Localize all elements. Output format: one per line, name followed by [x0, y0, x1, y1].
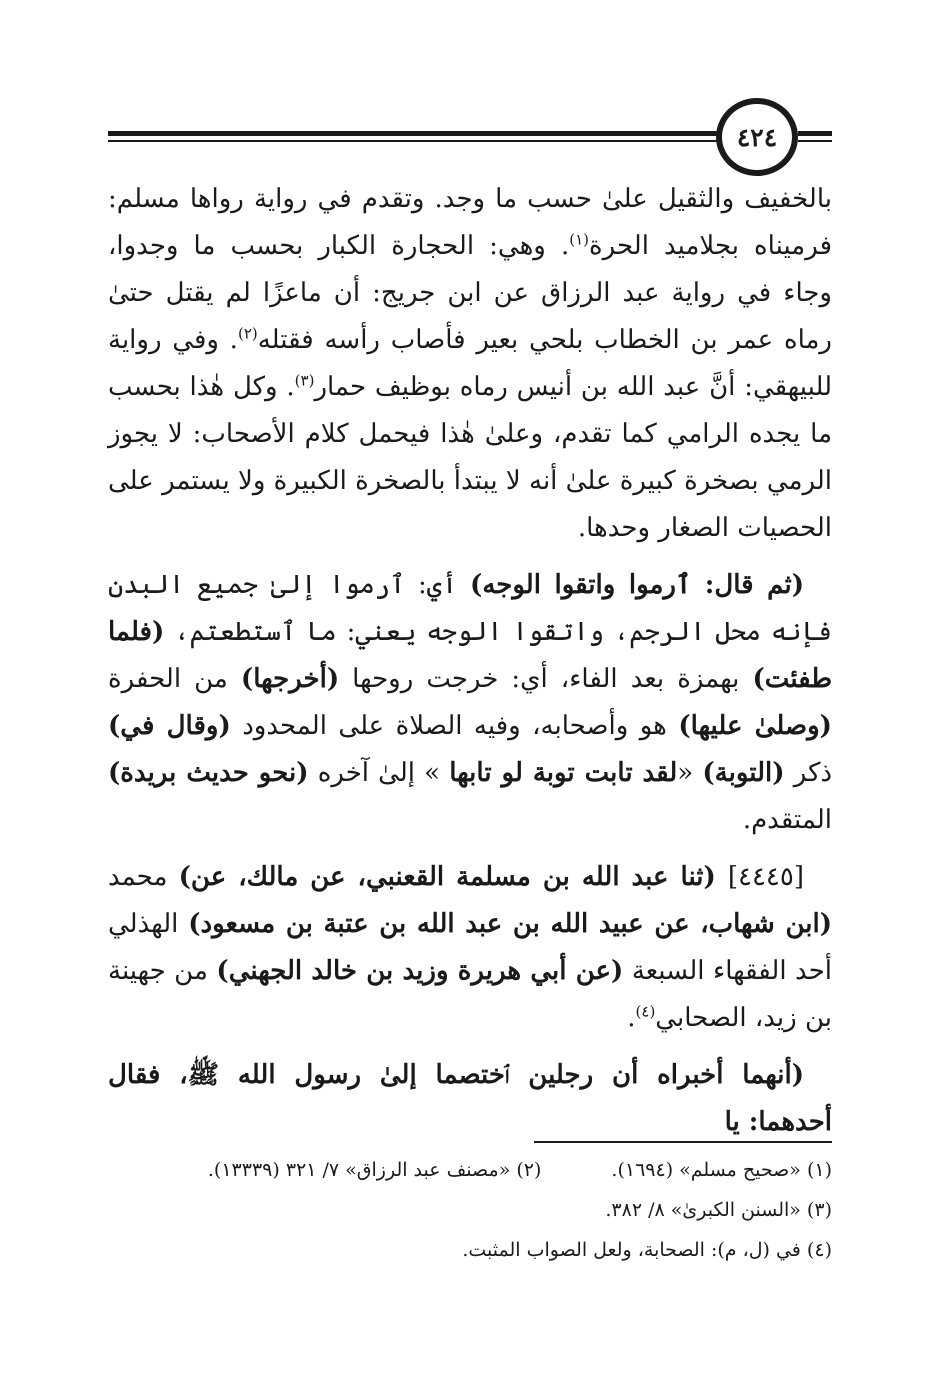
- quoted-text: (وقال في): [108, 711, 231, 741]
- quoted-text: (ابن شهاب، عن عبيد الله بن عبد الله بن عتبة بن مسعود): [188, 909, 833, 939]
- footnote-4: (٤) في (ل، م): الصحابة، ولعل الصواب المثبت.: [462, 1239, 832, 1261]
- quoted-text: (وصلىٰ عليها): [678, 711, 832, 741]
- hadith-number: [٤٤٤٥]: [727, 862, 804, 892]
- footnote-ref-3[interactable]: (٣): [294, 371, 315, 390]
- paragraph-4: [108, 1052, 832, 1146]
- quoted-text: (عن أبي هريرة وزيد بن خالد الجهني): [216, 956, 624, 986]
- text: . وهي: الحجارة الكبار بحسب ما وجدوا، وجاء في رواية عبد الرزاق عن ابن جريج: أن ماعزًا لم يقتل حتىٰ رماه عمر بن الخطاب بلحي بعير فأصاب رأسه فقتله: [108, 231, 832, 355]
- footnotes: [108, 1150, 832, 1270]
- text: أي: ٱرموا إلىٰ جميع البدن فإنه محل الرجم، واتقوا الوجه يعني: ما ٱستطعتم،: [108, 570, 832, 647]
- text: هو وأصحابه، وفيه الصلاة على المحدود: [230, 711, 679, 741]
- quoted-text: (أخرجها): [240, 664, 340, 694]
- quoted-text: (ثم قال: ٱرموا واتقوا الوجه): [470, 570, 804, 600]
- page-number-badge: [716, 98, 798, 176]
- footnote-2: (٢) «مصنف عبد الرزاق» ٧/ ٣٢١ (١٣٣٣٩).: [207, 1159, 542, 1181]
- footnote-ref-4[interactable]: (٤): [635, 1002, 656, 1021]
- footnote-row: [108, 1230, 832, 1270]
- header-rule-thin: [108, 140, 720, 142]
- footnote-ref-1[interactable]: (١): [569, 230, 590, 249]
- paragraph-2: [108, 562, 832, 844]
- paragraph-1: [108, 176, 832, 552]
- text: ذكر: [784, 758, 833, 788]
- body-text: [108, 176, 832, 1146]
- text: . وفي رواية للبيهقي: أنَّ عبد الله بن أنيس رماه بوظيف حمار: [108, 325, 832, 402]
- text: من الحفرة: [108, 664, 241, 694]
- text: محمد: [108, 862, 179, 892]
- footnote-separator: [534, 1141, 832, 1143]
- quoted-text: (نحو حديث بريدة): [108, 758, 309, 788]
- quoted-text: (فلما طفئت): [108, 617, 833, 694]
- text: من جهينة بن زيد، الصحابي: [108, 956, 832, 1033]
- header-rule-thick: [108, 131, 720, 136]
- footnote-1: (١) «صحيح مسلم» (١٦٩٤).: [611, 1159, 832, 1181]
- page-number: ٤٢٤: [736, 122, 778, 152]
- text: » إلىٰ آخره: [308, 758, 450, 788]
- header-rule-tail-thick: [798, 131, 832, 136]
- footnote-ref-2[interactable]: (٢): [237, 324, 258, 343]
- footnote-3: (٣) «السنن الكبرىٰ» ٨/ ٣٨٢.: [605, 1199, 832, 1221]
- footnote-row: [108, 1150, 832, 1190]
- quoted-text: (التوبة): [702, 758, 785, 788]
- footnote-row: [108, 1190, 832, 1230]
- text: .: [627, 1003, 636, 1033]
- quoted-text: لقد تابت توبة لو تابها: [449, 758, 678, 788]
- text: بهمزة بعد الفاء، أي: خرجت روحها: [339, 664, 753, 694]
- quoted-text: (أنهما أخبراه أن رجلين ٱختصما إلىٰ رسول الله ﷺ، فقال أحدهما: يا: [108, 1060, 832, 1137]
- text: . وكل هٰذا بحسب ما يجده الرامي كما تقدم، وعلىٰ هٰذا فيحمل كلام الأصحاب: لا يجوز الرمي بصخرة كبيرة علىٰ أنه لا يبتدأ بالصخرة الكبيرة ولا يستمر على الحصيات الصغار وحدها.: [108, 372, 832, 543]
- quoted-text: (ثنا عبد الله بن مسلمة القعنبي، عن مالك، عن): [178, 862, 728, 892]
- text: الهذلي أحد الفقهاء السبعة: [108, 909, 832, 986]
- paragraph-3: [108, 854, 832, 1042]
- text: «: [677, 758, 703, 788]
- text: المتقدم.: [742, 805, 832, 835]
- header-rule-tail-thin: [798, 140, 832, 142]
- text: بالخفيف والثقيل علىٰ حسب ما وجد. وتقدم في رواية رواها مسلم: فرميناه بجلاميد الحرة: [108, 184, 832, 261]
